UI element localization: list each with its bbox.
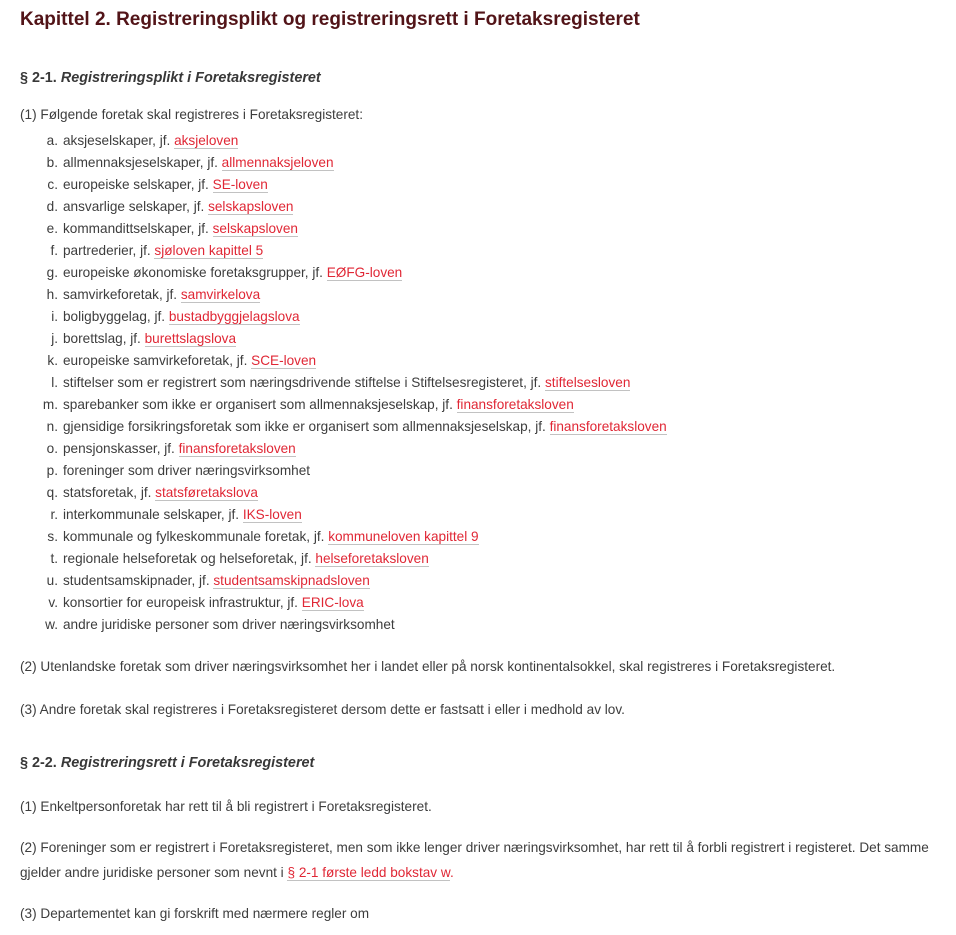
- law-link[interactable]: studentsamskipnadsloven: [213, 573, 370, 588]
- list-item-letter: h.: [46, 287, 58, 302]
- list-item-body: ansvarlige selskaper, jf.: [63, 199, 209, 214]
- paragraph-2-1-3: (3) Andre foretak skal registreres i Foretaksregisteret dersom dette er fastsatt i eller i medhold av lov.: [20, 702, 625, 717]
- list-item-body: allmennaksjeselskaper, jf.: [63, 155, 222, 170]
- list-item-text: [63, 438, 296, 460]
- law-link[interactable]: ERIC-lova: [301, 595, 364, 610]
- law-link[interactable]: IKS-loven: [242, 507, 302, 522]
- list-item-text: [63, 328, 236, 350]
- list-item-body: europeiske samvirkeforetak, jf.: [63, 353, 252, 368]
- list-item-w: [20, 614, 936, 636]
- list-item-c: [20, 174, 936, 196]
- list-item-j: [20, 328, 936, 350]
- law-link[interactable]: finansforetaksloven: [549, 419, 667, 434]
- law-link[interactable]: bustadbyggjelagslova: [168, 309, 300, 324]
- list-item-r: [20, 504, 936, 526]
- list-item-body: aksjeselskaper, jf.: [63, 133, 175, 148]
- list-item-text: [63, 570, 370, 592]
- list-item-text: [63, 394, 574, 416]
- list-item-text: [63, 372, 630, 394]
- list-item-b: [20, 152, 936, 174]
- law-link[interactable]: finansforetaksloven: [456, 397, 574, 412]
- list-item-body: konsortier for europeisk infrastruktur, jf.: [63, 595, 302, 610]
- list-item-m: [20, 394, 936, 416]
- list-item-letter: o.: [46, 441, 58, 456]
- list-item-body: kommunale og fylkeskommunale foretak, jf.: [63, 529, 329, 544]
- list-item-body: stiftelser som er registrert som næringsdrivende stiftelse i Stiftelsesregisteret, jf.: [63, 375, 545, 390]
- list-item-letter: l.: [51, 375, 58, 390]
- list-item-body: andre juridiske personer som driver næringsvirksomhet: [63, 617, 395, 632]
- law-link[interactable]: aksjeloven: [174, 133, 239, 148]
- list-item-body: europeiske økonomiske foretaksgrupper, jf.: [63, 265, 327, 280]
- list-item-t: [20, 548, 936, 570]
- list-item-text: [63, 548, 429, 570]
- list-item-letter: q.: [46, 485, 58, 500]
- law-link[interactable]: allmennaksjeloven: [221, 155, 334, 170]
- list-item-body: regionale helseforetak og helseforetak, jf.: [63, 551, 316, 566]
- list-item-letter: e.: [46, 221, 58, 236]
- list-item-n: [20, 416, 936, 438]
- list-item-letter: i.: [51, 309, 58, 324]
- list-item-body: foreninger som driver næringsvirksomhet: [63, 463, 311, 478]
- list-item-body: sparebanker som ikke er organisert som allmennaksjeselskap, jf.: [63, 397, 457, 412]
- chapter-title: Kapittel 2. Registreringsplikt og registreringsrett i Foretaksregisteret: [20, 9, 640, 30]
- paragraph-2-1-2: (2) Utenlandske foretak som driver næringsvirksomhet her i landet eller på norsk kontinentalsokkel, skal registreres i Foretaksregisteret.: [20, 659, 836, 674]
- list-item-letter: f.: [50, 243, 58, 258]
- list-item-text: [63, 614, 395, 636]
- section-number: § 2-1.: [20, 70, 57, 86]
- law-link[interactable]: selskapsloven: [208, 199, 294, 214]
- list-item-u: [20, 570, 936, 592]
- paragraph-2-1-1: (1) Følgende foretak skal registreres i Foretaksregisteret:: [20, 107, 363, 122]
- list-item-body: europeiske selskaper, jf.: [63, 177, 213, 192]
- list-item-body: boligbyggelag, jf.: [63, 309, 169, 324]
- list-item-body: samvirkeforetak, jf.: [63, 287, 181, 302]
- list-item-letter: v.: [48, 595, 58, 610]
- list-item-f: [20, 240, 936, 262]
- list-item-letter: w.: [45, 617, 58, 632]
- list-item-text: [63, 416, 667, 438]
- list-item-body: pensjonskasser, jf.: [63, 441, 179, 456]
- law-link[interactable]: SE-loven: [212, 177, 268, 192]
- list-item-body: gjensidige forsikringsforetak som ikke er organisert som allmennaksjeselskap, jf.: [63, 419, 550, 434]
- law-link[interactable]: SCE-loven: [251, 353, 317, 368]
- list-item-body: partrederier, jf.: [63, 243, 155, 258]
- list-item-o: [20, 438, 936, 460]
- list-item-g: [20, 262, 936, 284]
- list-item-text: [63, 174, 268, 196]
- paragraph-2-2-3: (3) Departementet kan gi forskrift med nærmere regler om: [20, 906, 370, 921]
- paragraph-text: .: [449, 865, 454, 880]
- section-title: Registreringsrett i Foretaksregisteret: [60, 755, 315, 771]
- law-link[interactable]: helseforetaksloven: [315, 551, 429, 566]
- list-item-q: [20, 482, 936, 504]
- list-item-body: borettslag, jf.: [63, 331, 145, 346]
- list-item-letter: d.: [46, 199, 58, 214]
- list-item-letter: t.: [50, 551, 58, 566]
- list-item-text: [63, 504, 302, 526]
- list-item-letter: b.: [46, 155, 58, 170]
- cross-reference-link[interactable]: § 2-1 første ledd bokstav w: [287, 865, 450, 880]
- list-item-text: [63, 130, 238, 152]
- section-title: Registreringsplikt i Foretaksregisteret: [60, 70, 321, 86]
- list-item-p: [20, 460, 936, 482]
- list-item-l: [20, 372, 936, 394]
- law-link[interactable]: burettslagslova: [144, 331, 237, 346]
- list-item-text: [63, 218, 298, 240]
- list-item-letter: m.: [42, 397, 58, 412]
- list-item-text: [63, 482, 258, 504]
- list-item-e: [20, 218, 936, 240]
- law-link[interactable]: kommuneloven kapittel 9: [328, 529, 479, 544]
- subitem-list-2-1: [20, 130, 936, 636]
- list-item-letter: u.: [46, 573, 58, 588]
- list-item-body: kommandittselskaper, jf.: [63, 221, 213, 236]
- section-heading-2-1: [20, 69, 936, 87]
- list-item-text: [63, 350, 316, 372]
- list-item-text: [63, 460, 310, 482]
- law-link[interactable]: samvirkelova: [180, 287, 261, 302]
- law-link[interactable]: finansforetaksloven: [178, 441, 296, 456]
- list-item-body: statsforetak, jf.: [63, 485, 156, 500]
- list-item-body: interkommunale selskaper, jf.: [63, 507, 243, 522]
- list-item-i: [20, 306, 936, 328]
- list-item-text: [63, 240, 263, 262]
- law-link[interactable]: statsføretakslova: [155, 485, 258, 500]
- list-item-text: [63, 152, 334, 174]
- list-item-letter: p.: [46, 463, 58, 478]
- list-item-text: [63, 526, 479, 548]
- paragraph-text: (2) Foreninger som er registrert i Foretaksregisteret, men som ikke lenger driver næringsvirksomhet, har rett til å forbli registrert i registeret. Det samme gjelder andre juridiske personer som nevnt i: [20, 840, 929, 880]
- list-item-text: [63, 262, 402, 284]
- list-item-text: [63, 196, 293, 218]
- list-item-letter: n.: [46, 419, 58, 434]
- list-item-text: [63, 592, 364, 614]
- list-item-a: [20, 130, 936, 152]
- paragraph-2-2-2: [20, 835, 936, 885]
- list-item-text: [63, 306, 300, 328]
- list-item-v: [20, 592, 936, 614]
- law-link[interactable]: stiftelsesloven: [545, 375, 631, 390]
- law-link[interactable]: EØFG-loven: [326, 265, 403, 280]
- law-link[interactable]: selskapsloven: [212, 221, 298, 236]
- section-number: § 2-2.: [20, 755, 57, 771]
- section-heading-2-2: [20, 754, 936, 772]
- list-item-letter: s.: [47, 529, 58, 544]
- list-item-letter: a.: [46, 133, 58, 148]
- list-item-h: [20, 284, 936, 306]
- paragraph-2-2-1: (1) Enkeltpersonforetak har rett til å bli registrert i Foretaksregisteret.: [20, 799, 432, 814]
- law-link[interactable]: sjøloven kapittel 5: [154, 243, 264, 258]
- list-item-letter: c.: [47, 177, 58, 192]
- list-item-letter: k.: [47, 353, 58, 368]
- list-item-letter: j.: [51, 331, 58, 346]
- list-item-body: studentsamskipnader, jf.: [63, 573, 214, 588]
- list-item-letter: r.: [50, 507, 58, 522]
- list-item-d: [20, 196, 936, 218]
- list-item-s: [20, 526, 936, 548]
- list-item-letter: g.: [46, 265, 58, 280]
- list-item-text: [63, 284, 260, 306]
- list-item-k: [20, 350, 936, 372]
